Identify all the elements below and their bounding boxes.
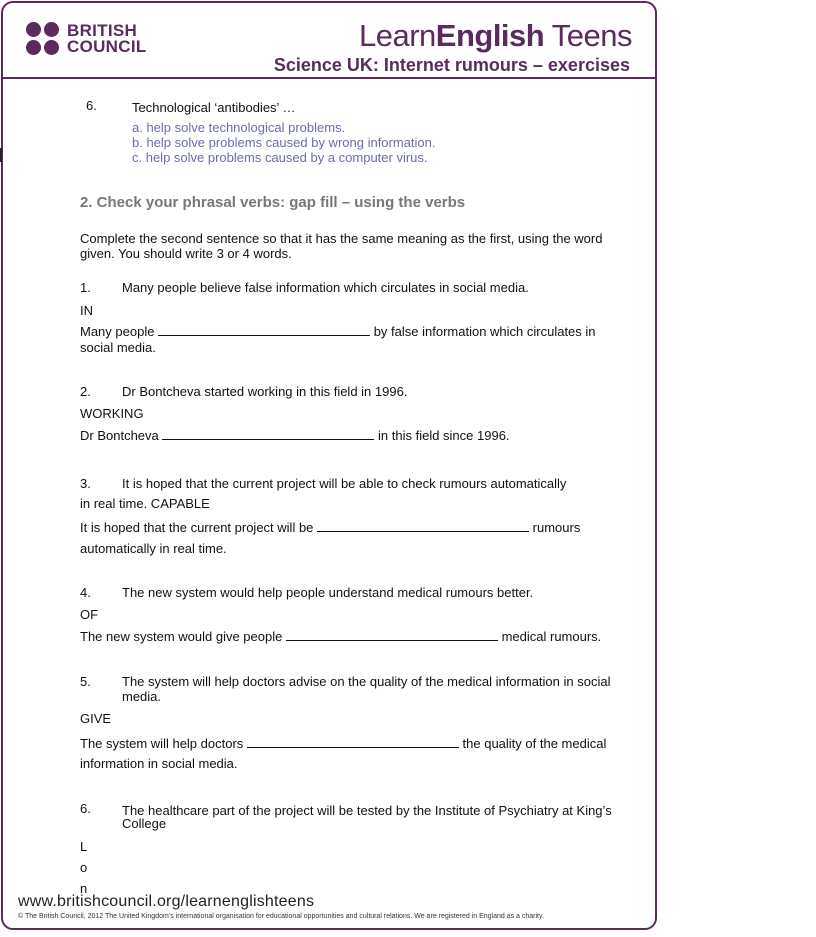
item1-answer-blank[interactable] bbox=[158, 324, 370, 336]
item6-stem-line2: College bbox=[122, 816, 167, 831]
item4-answer-line: The new system would give people medical rumours. bbox=[80, 629, 602, 644]
item1-keyword: IN bbox=[80, 303, 93, 318]
page-title: Science UK: Internet rumours – exercises bbox=[273, 55, 630, 75]
item4-answer-blank[interactable] bbox=[286, 629, 498, 641]
q6-option-b: b. help solve problems caused by wrong information. bbox=[132, 135, 436, 150]
item6-keyword-n: n bbox=[80, 881, 88, 896]
item3-answer-line: It is hoped that the current project will be rumours bbox=[80, 520, 581, 535]
british-council-dots-icon bbox=[26, 22, 59, 55]
item5-answer-blank[interactable] bbox=[247, 736, 459, 748]
item5-keyword: GIVE bbox=[80, 711, 112, 726]
section-heading: 2. Check your phrasal verbs: gap fill – using the verbs bbox=[80, 194, 466, 211]
item2-stem: Dr Bontcheva started working in this field in 1996. bbox=[122, 384, 408, 399]
item4-keyword: OF bbox=[80, 607, 99, 622]
margin-mark bbox=[0, 148, 2, 162]
item6-keyword-o: o bbox=[80, 860, 88, 875]
item1-answer-line: Many people by false information which circulates in bbox=[80, 324, 596, 339]
header-divider bbox=[1, 77, 657, 79]
instructions-line2: given. You should write 3 or 4 words. bbox=[80, 246, 292, 261]
item6-number: 6. bbox=[80, 801, 91, 816]
item5-number: 5. bbox=[80, 674, 91, 689]
item5-stem-line2: media. bbox=[122, 689, 162, 704]
item6-keyword-l: L bbox=[80, 839, 88, 854]
item5-answer-line2: information in social media. bbox=[80, 756, 238, 771]
item1-answer-line2: social media. bbox=[80, 340, 156, 355]
q6-option-a: a. help solve technological problems. bbox=[132, 120, 346, 135]
item6-stem: The healthcare part of the project will be tested by the Institute of Psychiatry at King’s bbox=[122, 803, 612, 818]
item2-answer-line: Dr Bontcheva in this field since 1996. bbox=[80, 428, 510, 443]
item4-stem: The new system would help people understand medical rumours better. bbox=[122, 585, 534, 600]
item3-stem-line2: in real time. CAPABLE bbox=[80, 496, 210, 511]
learnenglish-teens-logo: LearnEnglish Teens bbox=[358, 18, 632, 53]
british-council-logo bbox=[26, 22, 147, 55]
item3-stem: It is hoped that the current project will be able to check rumours automatically bbox=[122, 476, 567, 491]
item2-keyword: WORKING bbox=[80, 406, 144, 421]
footer-copyright: © The British Council, 2012 The United Kingdom’s international organisation for educational opportunities and cultural relations. We are registered in England as a charity. bbox=[18, 913, 544, 920]
q6-number: 6. bbox=[86, 98, 97, 113]
item3-answer-line2: automatically in real time. bbox=[80, 541, 227, 556]
instructions-line1: Complete the second sentence so that it has the same meaning as the first, using the word bbox=[80, 231, 603, 246]
item2-number: 2. bbox=[80, 384, 91, 399]
item5-stem: The system will help doctors advise on the quality of the medical information in social bbox=[122, 674, 611, 689]
item1-number: 1. bbox=[80, 280, 91, 295]
item3-number: 3. bbox=[80, 476, 91, 491]
item2-answer-blank[interactable] bbox=[162, 428, 374, 440]
footer-url[interactable]: www.britishcouncil.org/learnenglishteens bbox=[18, 893, 315, 910]
brand-line2: COUNCIL bbox=[67, 36, 147, 56]
item4-number: 4. bbox=[80, 585, 91, 600]
item3-answer-blank[interactable] bbox=[317, 520, 529, 532]
item5-answer-line: The system will help doctors the quality of the medical bbox=[80, 736, 607, 751]
q6-option-c: c. help solve problems caused by a computer virus. bbox=[132, 150, 428, 165]
item1-stem: Many people believe false information which circulates in social media. bbox=[122, 280, 529, 295]
q6-stem: Technological ‘antibodies’ … bbox=[132, 100, 296, 115]
brand-line1: BRITISH bbox=[67, 20, 138, 40]
